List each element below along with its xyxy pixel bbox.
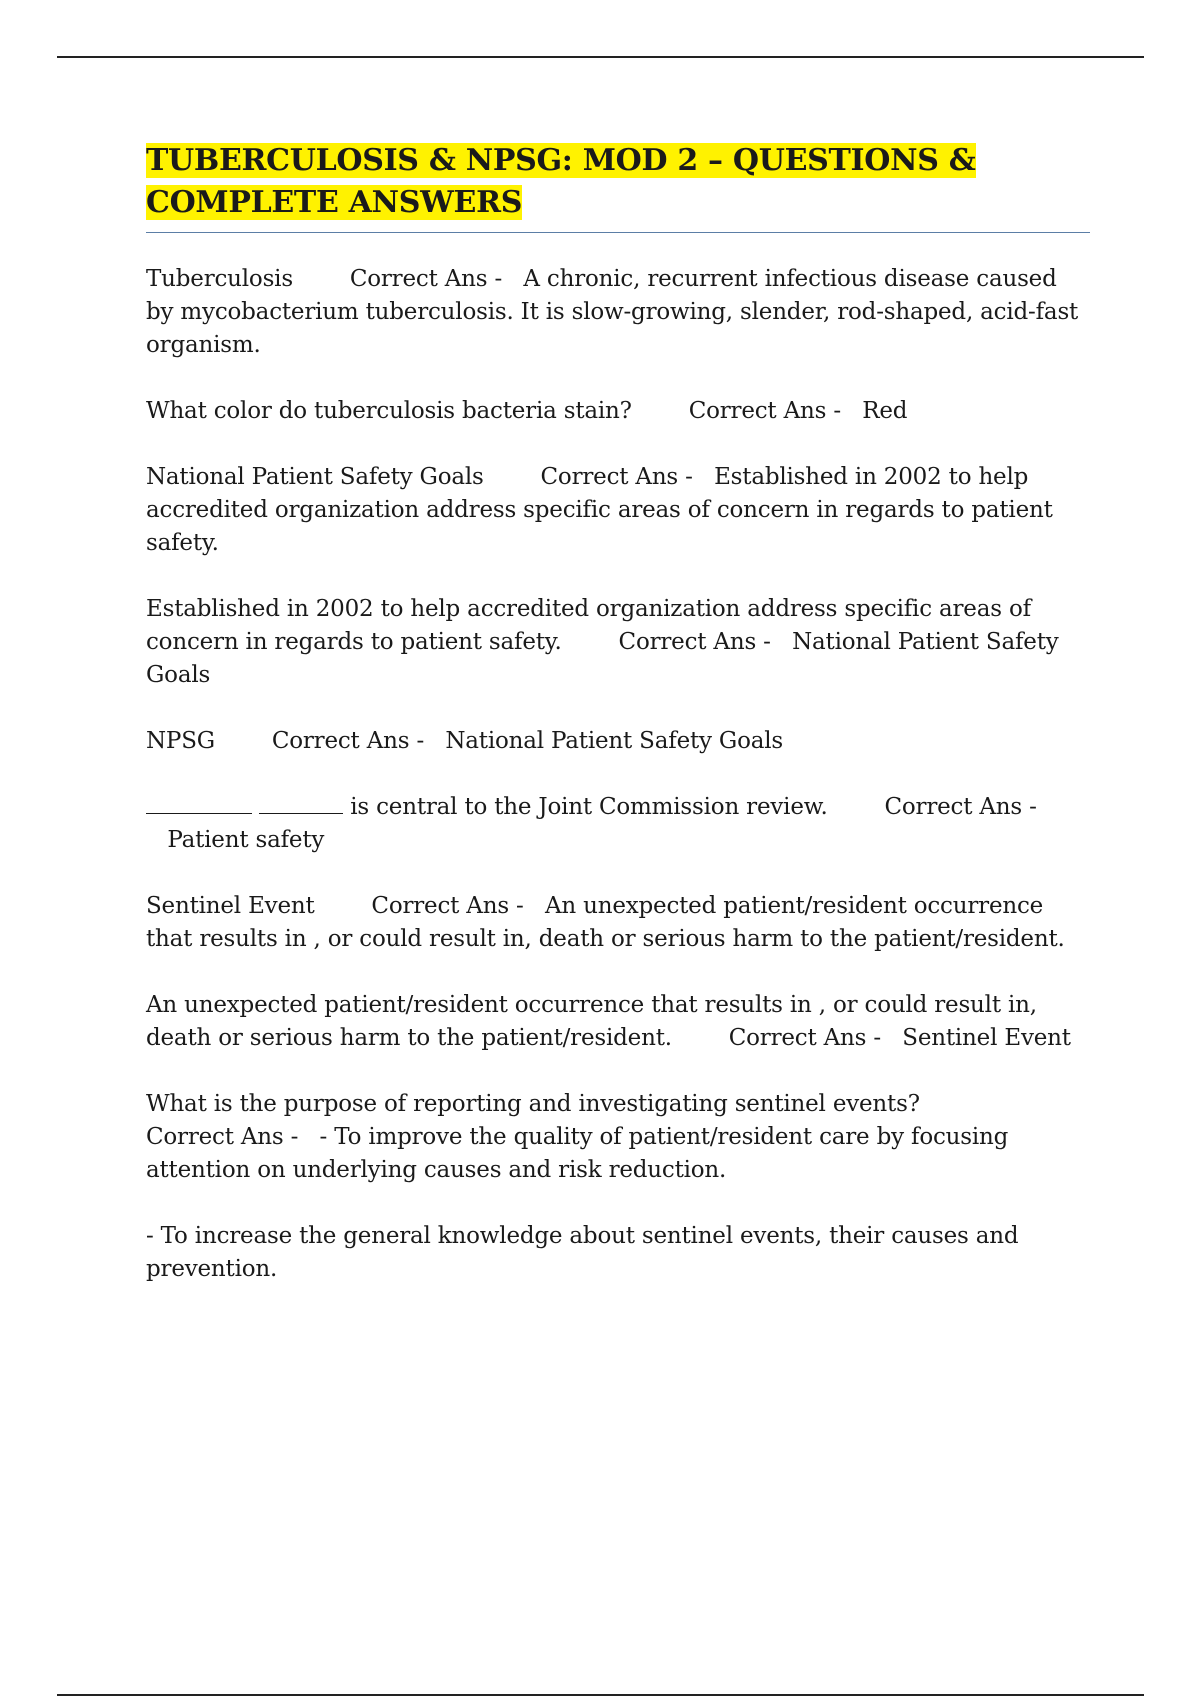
question-text: National Patient Safety Goals (146, 464, 484, 490)
qa-item (146, 989, 1090, 1055)
answer-marker: Correct Ans - (618, 629, 771, 655)
answer-text: A chronic, recurrent infectious disease caused by mycobacterium tuberculosis. It is slow-growing, slender, rod-shaped, acid-fast organism. (146, 266, 1079, 358)
question-text: What color do tuberculosis bacteria stain? (146, 398, 632, 424)
answer-marker: Correct Ans - (884, 794, 1037, 820)
answer-marker: Correct Ans - (371, 893, 524, 919)
qa-item (146, 593, 1090, 692)
question-text: Established in 2002 to help accredited organization address specific areas of concern in regards to patient safety. (146, 596, 1031, 655)
answer-text: National Patient Safety Goals (146, 629, 1059, 688)
qa-item (146, 890, 1090, 956)
question-text: is central to the Joint Commission review. (350, 794, 828, 820)
answer-text: An unexpected patient/resident occurrence that results in , or could result in, death or serious harm to the patient/resident. (146, 893, 1065, 952)
qa-item (146, 263, 1090, 362)
document-body (146, 140, 1090, 1319)
question-text: Sentinel Event (146, 893, 315, 919)
answer-text: Sentinel Event (902, 1025, 1071, 1051)
answer-text: - To improve the quality of patient/resident care by focusing attention on underlying causes and risk reduction. (146, 1124, 1009, 1183)
question-text: An unexpected patient/resident occurrence that results in , or could result in, death or serious harm to the patient/resident. (146, 992, 1037, 1051)
answer-marker: Correct Ans - (688, 398, 841, 424)
fill-in-blank (259, 791, 343, 814)
document-title (146, 140, 1090, 233)
answer-marker: Correct Ans - (349, 266, 503, 292)
question-text: NPSG (146, 728, 215, 754)
fill-in-blank (146, 791, 252, 814)
qa-item (146, 461, 1090, 560)
qa-item (146, 725, 1090, 758)
answer-text: Patient safety (167, 827, 325, 853)
qa-list (146, 263, 1090, 1286)
page-top-rule (57, 56, 1144, 58)
answer-text: Established in 2002 to help accredited organization address specific areas of concern in regards to patient safety. (146, 464, 1053, 556)
title-highlight: TUBERCULOSIS & NPSG: MOD 2 – QUESTIONS & COMPLETE ANSWERS (146, 143, 976, 220)
answer-marker: Correct Ans - (728, 1025, 881, 1051)
answer-continuation: - To increase the general knowledge about sentinel events, their causes and prevention. (146, 1223, 1019, 1282)
answer-marker: Correct Ans - (146, 1124, 299, 1150)
answer-text: National Patient Safety Goals (445, 728, 784, 754)
qa-item (146, 395, 1090, 428)
answer-marker: Correct Ans - (540, 464, 693, 490)
qa-item (146, 1088, 1090, 1187)
answer-marker: Correct Ans - (271, 728, 425, 754)
question-text: What is the purpose of reporting and investigating sentinel events? (146, 1091, 920, 1117)
qa-item (146, 791, 1090, 857)
answer-text: Red (862, 398, 908, 424)
page-bottom-rule (57, 1694, 1144, 1696)
question-text: Tuberculosis (146, 266, 293, 292)
